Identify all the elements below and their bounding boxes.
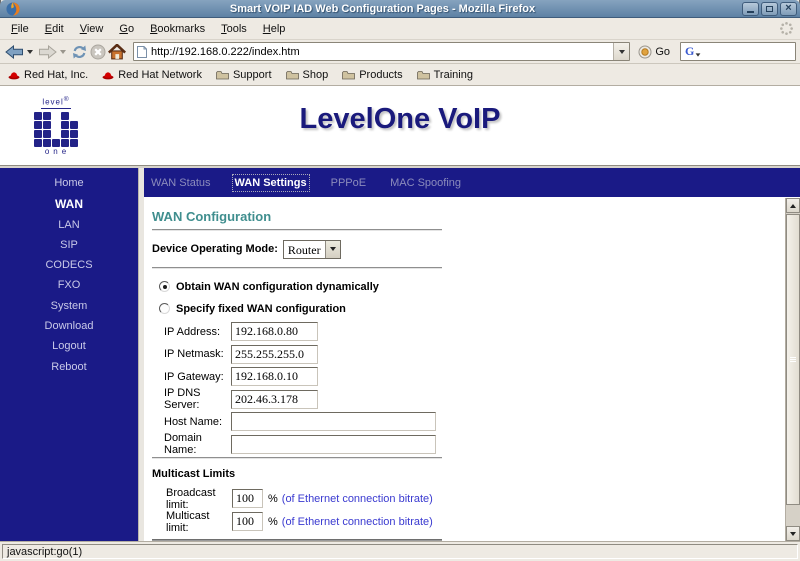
ip-gateway-field[interactable] (231, 367, 318, 386)
content-scrollbar[interactable] (785, 198, 800, 541)
close-icon: × (785, 1, 792, 14)
sidebar-item-lan[interactable]: LAN (58, 218, 80, 231)
bookmark-label: Red Hat Network (118, 68, 202, 81)
folder-icon (286, 70, 299, 80)
scrollbar-grip (790, 357, 796, 363)
logo-text-level: level® (42, 96, 70, 107)
scroll-down-button[interactable] (786, 526, 800, 541)
sidebar-nav (0, 168, 138, 541)
menu-tools[interactable]: Tools (221, 22, 247, 35)
google-logo: G (685, 44, 695, 58)
radio-specify-fixed-label: Specify fixed WAN configuration (176, 302, 346, 315)
device-mode-label: Device Operating Mode: (152, 243, 278, 255)
window-title: Smart VOIP IAD Web Configuration Pages - Mozilla Firefox (229, 2, 536, 15)
home-icon (108, 44, 126, 60)
bookmark-label: Shop (302, 68, 329, 81)
divider (152, 539, 442, 541)
stop-icon (90, 44, 106, 60)
multicast-limit-field[interactable] (232, 512, 263, 531)
scrollbar-thumb[interactable] (786, 214, 800, 505)
divider (152, 267, 442, 269)
multicast-limit-note: (of Ethernet connection bitrate) (281, 515, 433, 528)
tab-pppoe[interactable]: PPPoE (330, 176, 367, 189)
forward-icon (38, 45, 57, 59)
bookmark-redhat-inc[interactable] (8, 69, 88, 81)
host-name-field[interactable] (231, 412, 436, 431)
tab-wan-settings[interactable]: WAN Settings (234, 176, 307, 189)
bookmark-label: Products (359, 68, 403, 81)
device-mode-value: Router (287, 242, 321, 257)
bookmark-folder-products[interactable] (342, 69, 402, 81)
sidebar-item-sip[interactable]: SIP (60, 238, 78, 251)
url-input[interactable] (151, 44, 613, 59)
ip-netmask-field[interactable] (231, 345, 318, 364)
go-icon (638, 45, 652, 59)
tab-mac-spoofing[interactable]: MAC Spoofing (390, 176, 462, 189)
percent-sign: % (268, 515, 278, 528)
forward-dropdown[interactable] (58, 49, 68, 55)
ip-netmask-label: IP Netmask: (164, 348, 224, 360)
go-label: Go (655, 45, 670, 58)
broadcast-limit-label: Broadcast limit: (166, 486, 216, 511)
maximize-button[interactable] (761, 2, 778, 16)
divider (152, 457, 442, 459)
sidebar-item-logout[interactable]: Logout (52, 340, 86, 353)
sidebar-item-codecs[interactable]: CODECS (45, 259, 93, 272)
menu-file[interactable]: File (11, 22, 29, 35)
folder-icon (417, 70, 430, 80)
reload-button[interactable] (70, 43, 89, 61)
sidebar-item-wan[interactable]: WAN (55, 196, 83, 211)
host-name-label: Host Name: (164, 415, 223, 428)
bookmark-folder-support[interactable] (216, 69, 272, 81)
redhat-icon (8, 70, 20, 80)
bookmark-label: Support (232, 68, 272, 81)
percent-sign: % (268, 492, 278, 505)
scroll-down-icon (790, 532, 796, 536)
tab-wan-status[interactable]: WAN Status (151, 176, 211, 189)
menu-bookmarks[interactable]: Bookmarks (150, 22, 206, 35)
page-title: LevelOne VoIP (299, 103, 501, 135)
page-header (0, 86, 800, 165)
ip-dns-server-field[interactable] (231, 390, 318, 409)
forward-button[interactable] (37, 44, 58, 60)
bookmarks-bar (0, 64, 800, 86)
broadcast-limit-note: (of Ethernet connection bitrate) (281, 492, 433, 505)
section-heading: WAN Configuration (152, 209, 272, 224)
search-box[interactable] (680, 42, 796, 61)
url-bar[interactable] (133, 42, 630, 61)
back-icon (5, 45, 24, 59)
stop-button[interactable] (89, 43, 107, 61)
wan-tab-bar (144, 168, 800, 197)
page-viewport (0, 86, 800, 541)
folder-icon (216, 70, 229, 80)
reload-icon (71, 44, 88, 60)
page-icon (137, 46, 147, 58)
sidebar-item-fxo[interactable]: FXO (57, 279, 81, 292)
scroll-up-icon (790, 204, 796, 208)
redhat-icon (102, 70, 114, 80)
radio-obtain-dynamically[interactable] (159, 281, 170, 292)
menu-go[interactable]: Go (119, 22, 135, 35)
broadcast-limit-field[interactable] (232, 489, 263, 508)
close-button[interactable] (780, 2, 797, 16)
maximize-icon (766, 6, 773, 12)
bookmark-folder-training[interactable] (417, 69, 473, 81)
sidebar-item-reboot[interactable]: Reboot (51, 360, 87, 373)
bookmark-folder-shop[interactable] (286, 69, 329, 81)
minimize-button[interactable] (742, 2, 759, 16)
ip-dns-server-label: IP DNS Server: (164, 387, 201, 411)
logo-text-one: one (44, 147, 71, 156)
bookmark-label: Training (433, 68, 473, 81)
search-input[interactable] (704, 44, 800, 59)
menu-bar (0, 18, 800, 40)
home-button[interactable] (107, 43, 127, 61)
sidebar-item-download[interactable]: Download (44, 320, 94, 333)
search-engine-dropdown[interactable] (696, 53, 701, 56)
go-button[interactable] (634, 45, 674, 59)
radio-specify-fixed[interactable] (159, 303, 170, 314)
menu-view[interactable]: View (79, 22, 104, 35)
domain-name-label: Domain Name: (164, 432, 202, 456)
navigation-toolbar (0, 40, 800, 64)
status-bar (0, 541, 800, 561)
ip-gateway-label: IP Gateway: (164, 370, 224, 383)
bookmark-redhat-network[interactable] (102, 69, 202, 81)
divider (152, 229, 442, 231)
device-mode-select[interactable] (283, 240, 341, 259)
multicast-limit-label: Multicast limit: (166, 509, 210, 534)
scroll-up-button[interactable] (786, 198, 800, 213)
domain-name-field[interactable] (231, 435, 436, 454)
titlebar[interactable] (0, 0, 800, 18)
minimize-icon (747, 11, 754, 13)
status-text: javascript:go(1) (2, 544, 798, 559)
sidebar-item-home[interactable]: Home (54, 177, 84, 189)
menu-help[interactable]: Help (262, 22, 286, 35)
wan-configuration-panel (144, 197, 800, 541)
ip-address-field[interactable] (231, 322, 318, 341)
back-dropdown[interactable] (25, 49, 35, 55)
radio-obtain-dynamically-label: Obtain WAN configuration dynamically (176, 280, 379, 293)
folder-icon (342, 70, 355, 80)
ip-address-label: IP Address: (164, 325, 221, 338)
menu-edit[interactable]: Edit (44, 22, 64, 35)
bookmark-label: Red Hat, Inc. (24, 68, 89, 81)
chevron-down-icon (325, 241, 340, 258)
firefox-icon (6, 2, 20, 16)
url-history-dropdown[interactable] (613, 43, 629, 60)
sidebar-item-system[interactable]: System (50, 299, 88, 312)
throbber-icon (779, 21, 794, 36)
multicast-limits-heading: Multicast Limits (152, 468, 236, 480)
back-button[interactable] (4, 44, 25, 60)
